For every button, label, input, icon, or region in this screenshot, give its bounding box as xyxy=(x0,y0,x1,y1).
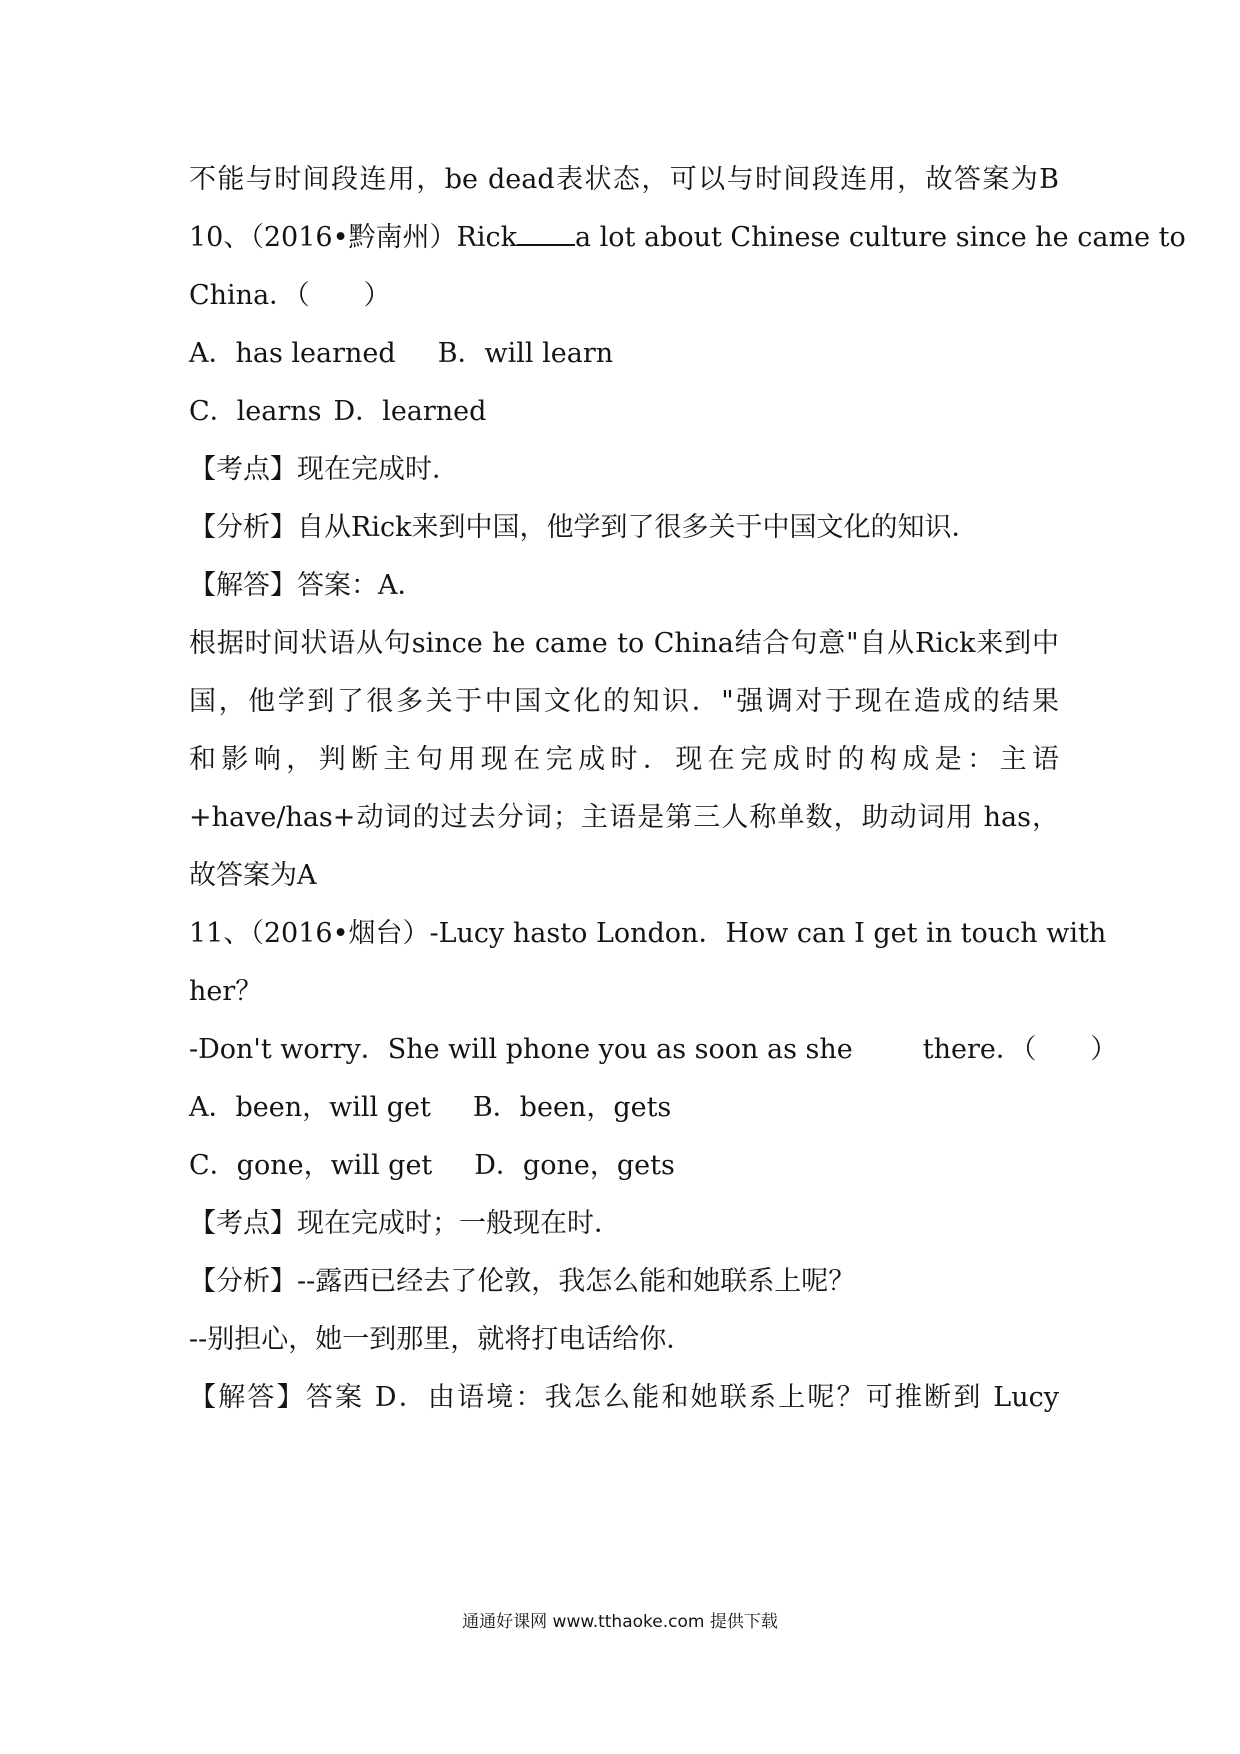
q10-explanation-5: 故答案为A xyxy=(189,860,317,891)
q10-option-c: C．learns xyxy=(189,396,322,427)
q11-fenxi-2: --别担心，她一到那里，就将打电话给你． xyxy=(189,1324,694,1355)
question-10-options-ab xyxy=(189,336,1059,372)
question-10-options-cd xyxy=(189,394,1059,430)
q11-option-b: B．been，gets xyxy=(472,1092,672,1123)
q11-prefix: 11、（2016•烟台）-Lucy has xyxy=(189,918,561,949)
q10-jieda: 【解答】答案：A． xyxy=(189,570,425,601)
q11-jieda: 【解答】答案 D．由语境：我怎么能和她联系上呢？可推断到 Lucy xyxy=(189,1382,1059,1413)
q10-prefix: 10、（2016•黔南州）Rick xyxy=(189,222,517,253)
q11-kaodian: 【考点】现在完成时；一般现在时． xyxy=(189,1208,621,1239)
q10-option-a: A．has learned xyxy=(189,338,396,369)
q10-explanation-4: +have/has+动词的过去分词；主语是第三人称单数，助动词用 has， xyxy=(189,802,1059,833)
q10-explanation-1: 根据时间状语从句since he came to China结合句意"自从Rick来到中 xyxy=(189,628,1059,659)
q11-option-c: C．gone，will get xyxy=(189,1150,433,1181)
q11-fenxi: 【分析】--露西已经去了伦敦，我怎么能和她联系上呢？ xyxy=(189,1266,856,1297)
question-10-stem xyxy=(189,220,1186,256)
q10-explanation-2: 国，他学到了很多关于中国文化的知识．"强调对于现在造成的结果 xyxy=(189,686,1059,717)
question-10-stem-line2: China．（ ） xyxy=(189,280,391,311)
question-11-stem-line2: her？ xyxy=(189,976,263,1007)
question-11-stem-line3 xyxy=(189,1032,1118,1068)
q11-line3-prefix: -Don't worry．She will phone you as soon as she xyxy=(189,1034,853,1065)
q10-suffix: a lot about Chinese culture since he came to xyxy=(574,222,1186,253)
text-line-1: 不能与时间段连用，be dead表状态，可以与时间段连用，故答案为B xyxy=(189,164,1059,195)
q11-suffix: to London．How can I get in touch with xyxy=(560,918,1107,949)
q10-fenxi: 【分析】自从Rick来到中国，他学到了很多关于中国文化的知识． xyxy=(189,512,979,543)
q10-explanation-3: 和影响，判断主句用现在完成时．现在完成时的构成是：主语 xyxy=(189,744,1059,775)
q10-answer-blank xyxy=(517,222,575,246)
question-11-options-cd xyxy=(189,1148,1059,1184)
page-footer: 通通好课网 www.tthaoke.com 提供下载 xyxy=(462,1612,778,1632)
q11-option-d: D．gone，gets xyxy=(474,1150,675,1181)
q11-option-a: A．been，will get xyxy=(189,1092,431,1123)
question-11-stem xyxy=(189,916,1107,952)
q10-option-d: D．learned xyxy=(333,396,487,427)
q10-option-b: B．will learn xyxy=(437,338,614,369)
q11-line3-suffix: there．（ ） xyxy=(922,1034,1118,1065)
q10-kaodian: 【考点】现在完成时． xyxy=(189,454,459,485)
question-11-options-ab xyxy=(189,1090,1059,1126)
